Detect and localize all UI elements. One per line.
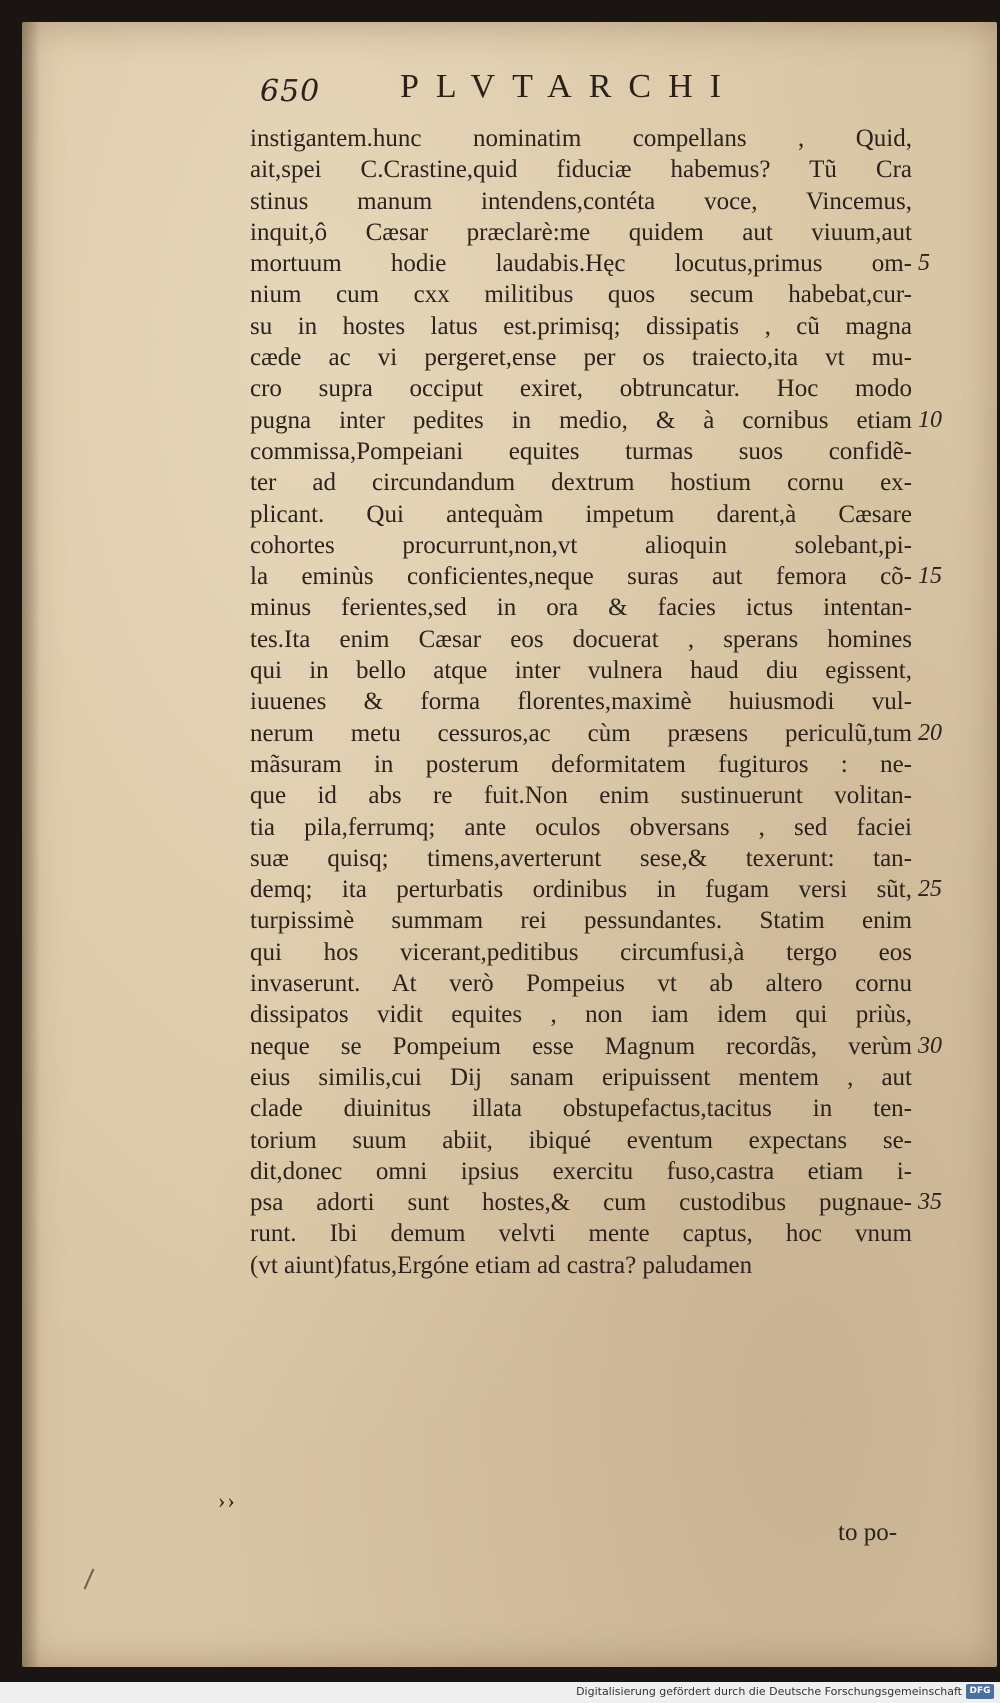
text-line: torium suum abiit, ibiqué eventum expectans se- [250, 1126, 912, 1154]
text-line: tia pila,ferrumq; ante oculos obversans , sed faciei [250, 813, 912, 841]
text-line: runt. Ibi demum velvti mente captus, hoc vnum [250, 1220, 912, 1248]
dfg-logo: DFG [966, 1684, 994, 1699]
line-number: 5 [918, 250, 930, 277]
text-line: suæ quisq; timens,averterunt sese,& texerunt: tan- [250, 844, 912, 872]
text-line: invaserunt. At verò Pompeius vt ab altero cornu [250, 970, 912, 998]
line-number: 30 [918, 1032, 942, 1059]
text-line: demq; ita perturbatis ordinibus in fugam versi sũt, [250, 876, 912, 904]
digitization-credit: Digitalisierung gefördert durch die Deutsche Forschungsgemeinschaft [576, 1685, 962, 1698]
text-line: cohortes procurrunt,non,vt alioquin solebant,pi- [250, 531, 912, 559]
line-number: 35 [918, 1189, 942, 1216]
marginal-quote-mark: ›› [218, 1488, 237, 1513]
text-line: commissa,Pompeiani equites turmas suos confidẽ- [250, 437, 912, 465]
footer-strip [0, 1682, 1000, 1703]
text-line: minus ferientes,sed in ora & facies ictus intentan- [250, 594, 912, 622]
text-line: pugna inter pedites in medio, & à cornibus etiam [250, 406, 912, 434]
text-line: plicant. Qui antequàm impetum darent,à Cæsare [250, 500, 912, 528]
text-line: ait,spei C.Crastine,quid fiduciæ habemus? Tũ Cra [250, 156, 912, 184]
text-line: cro supra occiput exiret, obtruncatur. Hoc modo [250, 375, 912, 403]
page-header [260, 68, 920, 118]
text-line: (vt aiunt)fatus,Ergóne etiam ad castra? paludamen [250, 1251, 753, 1279]
page-number: 650 [260, 74, 321, 109]
text-line: cæde ac vi pergeret,ense per os traiecto,ita vt mu- [250, 344, 912, 372]
catchword: to po- [838, 1519, 898, 1546]
gutter-shadow [22, 22, 40, 1667]
text-line: psa adorti sunt hostes,& cum custodibus pugnaue- [250, 1189, 912, 1217]
text-line: qui hos vicerant,peditibus circumfusi,à tergo eos [250, 938, 912, 966]
text-line: nerum metu cessuros,ac cùm præsens periculũ,tum [250, 719, 912, 747]
text-line: la eminùs conficientes,neque suras aut femora cõ- [250, 563, 912, 591]
text-line: stinus manum intendens,contéta voce, Vincemus, [250, 187, 912, 215]
line-number: 25 [918, 876, 942, 903]
running-title: PLVTARCHI [400, 68, 738, 105]
text-line: que id abs re fuit.Non enim sustinuerunt volitan- [250, 782, 912, 810]
line-number: 10 [918, 406, 942, 433]
text-line: inquit,ô Cæsar præclarè:me quidem aut viuum,aut [250, 218, 912, 246]
line-number: 20 [918, 719, 942, 746]
text-line: tes.Ita enim Cæsar eos docuerat , sperans homines [250, 625, 912, 653]
text-line: iuuenes & forma florentes,maximè huiusmodi vul- [250, 688, 912, 716]
text-line: ter ad circundandum dextrum hostium cornu ex- [250, 469, 912, 497]
text-line: mãsuram in posterum deformitatem fugituros : ne- [250, 750, 912, 778]
text-line: eius similis,cui Dij sanam eripuissent mentem , aut [250, 1063, 912, 1091]
text-line: su in hostes latus est.primisq; dissipatis , cũ magna [250, 312, 912, 340]
body-text [250, 123, 912, 1281]
text-line: qui in bello atque inter vulnera haud diu egissent, [250, 657, 912, 685]
line-number: 15 [918, 563, 942, 590]
text-line: instigantem.hunc nominatim compellans , Quid, [250, 125, 912, 152]
text-line: neque se Pompeium esse Magnum recordãs, verùm [250, 1032, 912, 1060]
text-line: dit,donec omni ipsius exercitu fuso,castra etiam i- [250, 1157, 912, 1185]
text-line: clade diuinitus illata obstupefactus,tacitus in ten- [250, 1095, 912, 1123]
text-line: turpissimè summam rei pessundantes. Statim enim [250, 907, 912, 935]
text-line: nium cum cxx militibus quos secum habebat,cur- [250, 281, 912, 309]
text-line: mortuum hodie laudabis.Hęc locutus,primus om- [250, 250, 912, 278]
text-line: dissipatos vidit equites , non iam idem qui priùs, [250, 1001, 912, 1029]
